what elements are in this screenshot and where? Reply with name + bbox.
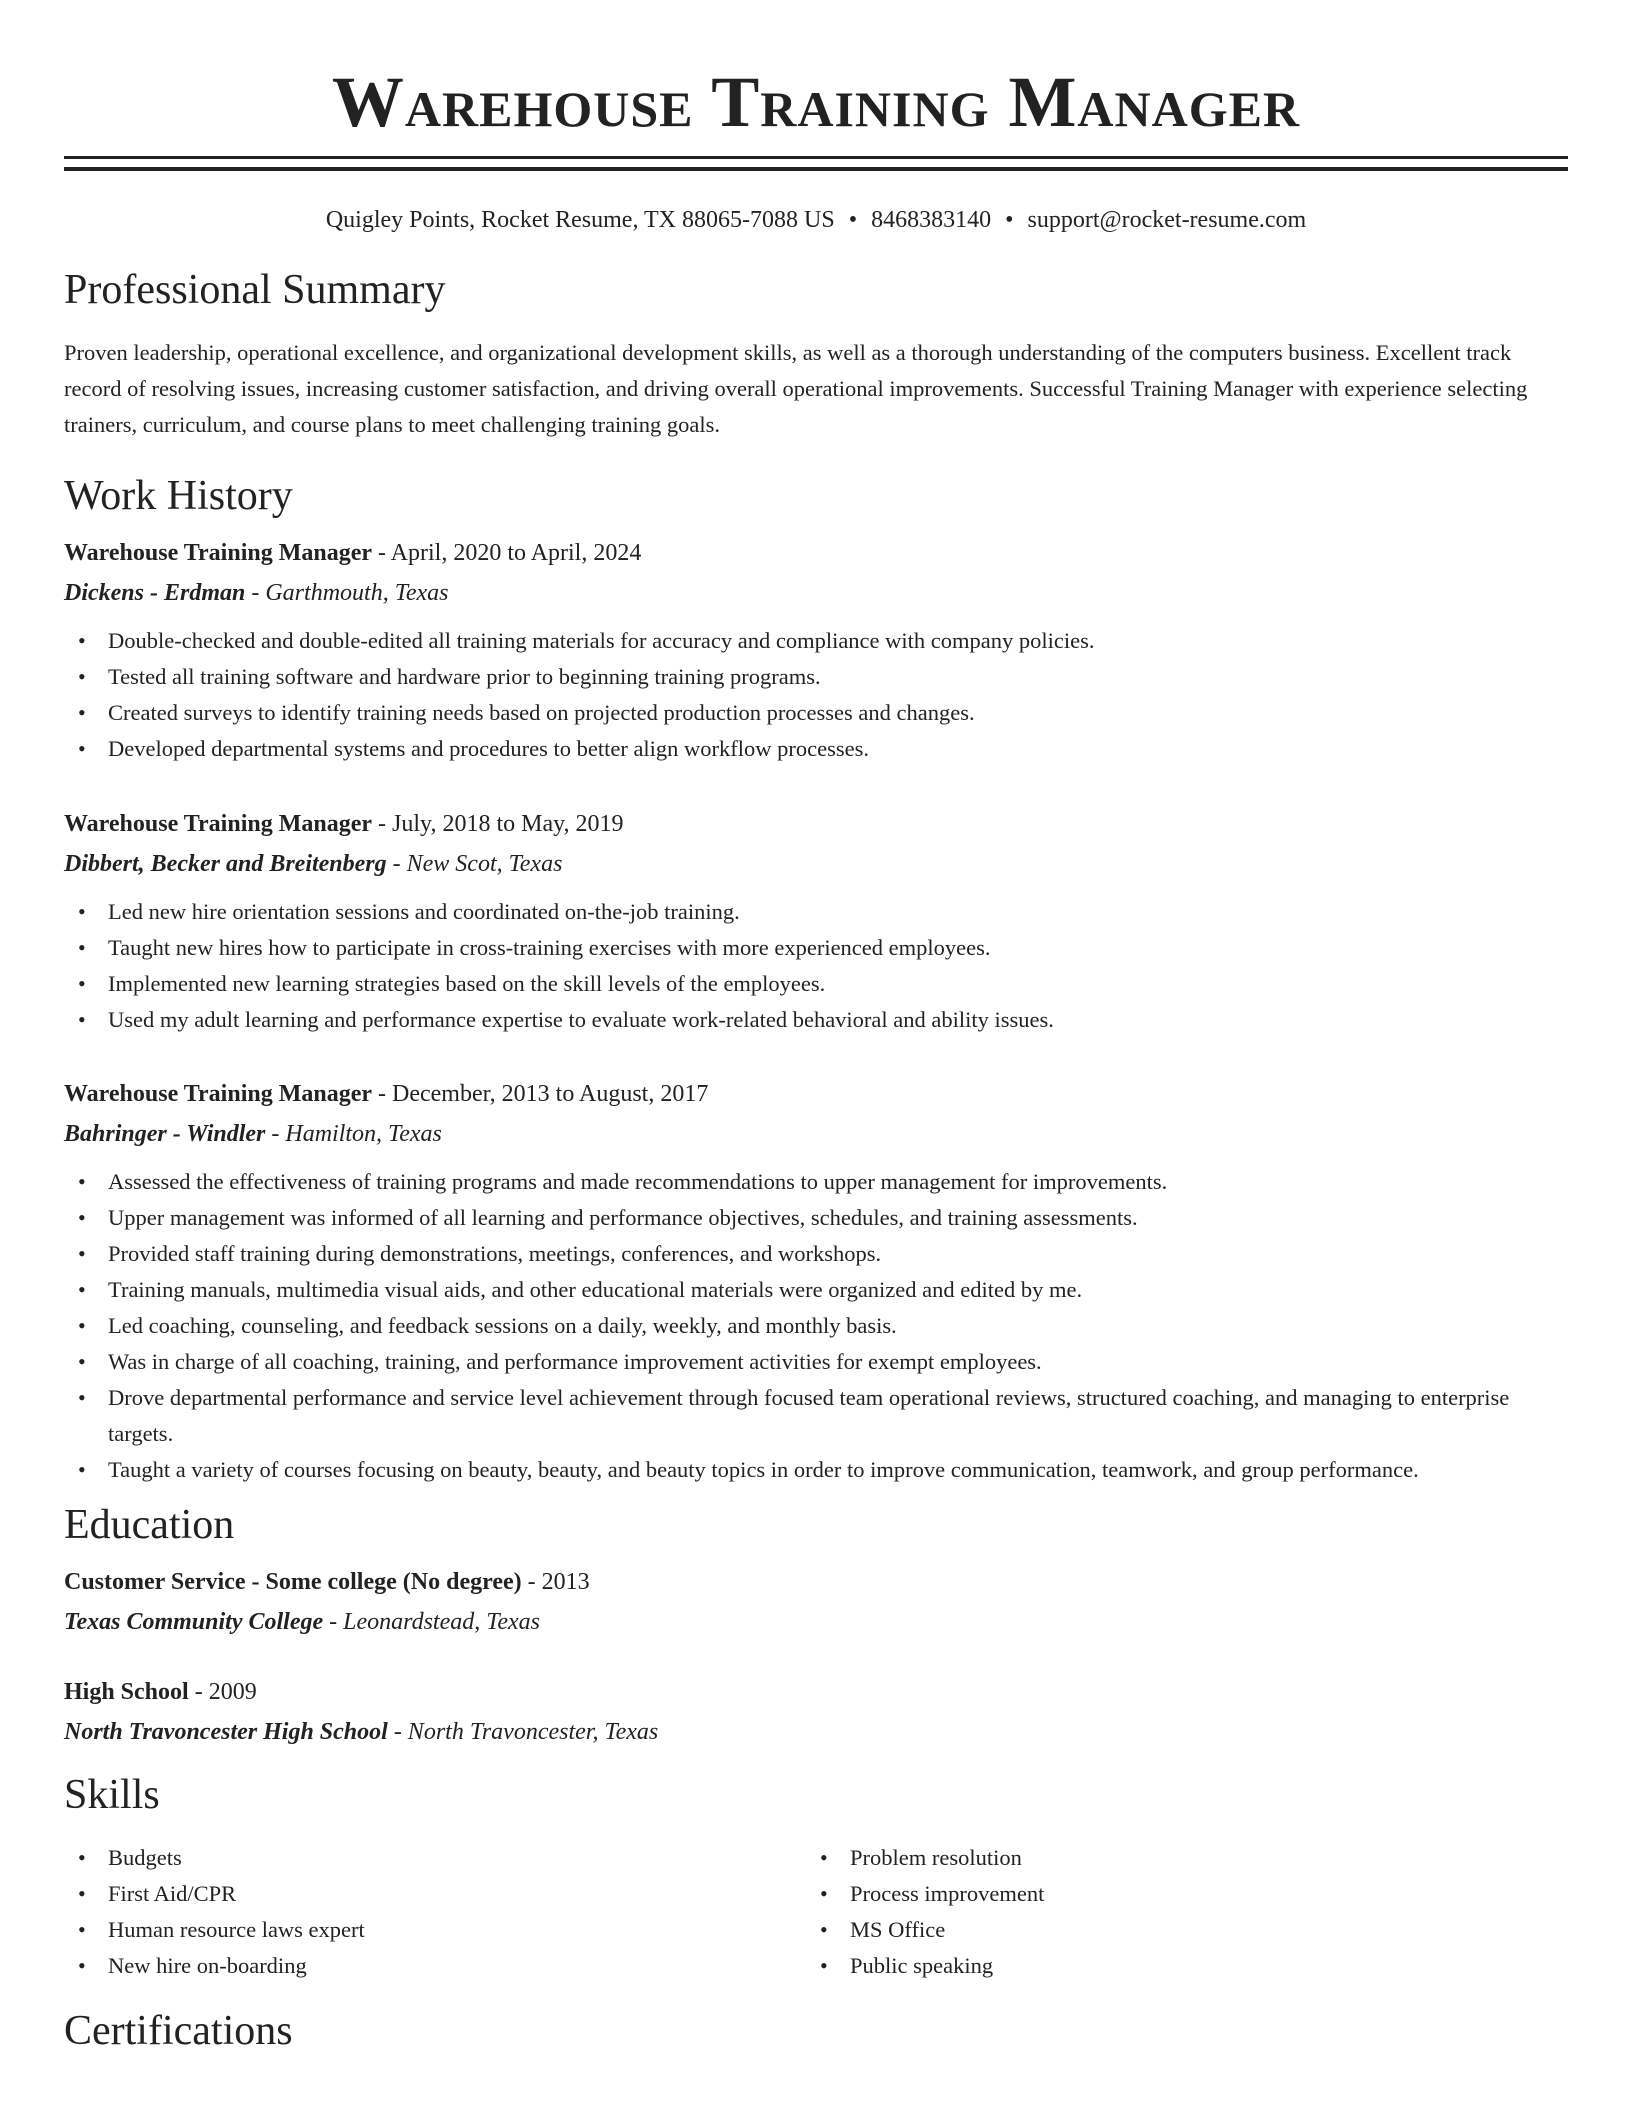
job-duties bbox=[64, 623, 1568, 767]
education-school-line bbox=[64, 1712, 1568, 1752]
contact-separator: • bbox=[1005, 207, 1014, 233]
contact-line bbox=[64, 171, 1568, 265]
education-school: North Travoncester High School bbox=[64, 1719, 388, 1745]
job-company: Dickens - Erdman bbox=[64, 580, 246, 606]
job-role: Warehouse Training Manager bbox=[64, 811, 373, 837]
job-company: Bahringer - Windler bbox=[64, 1121, 266, 1147]
candidate-name: Warehouse Training Manager bbox=[331, 62, 1301, 142]
education-school-line bbox=[64, 1602, 1568, 1642]
summary-text: Proven leadership, operational excellence, and organizational development skills, as well as a thorough understanding of the computers business. Excellent track record of resolving issues, increasing customer satisfaction, and driving overall operational improvements. Successful Training Manager with experience selecting trainers, curriculum, and course plans to meet challenging training goals. bbox=[64, 340, 1528, 437]
work-history-section bbox=[64, 471, 1568, 1500]
skills-list-right bbox=[806, 1840, 1548, 1984]
job-company-line bbox=[64, 1114, 1568, 1154]
summary-section bbox=[64, 265, 1568, 471]
education-heading: Education bbox=[64, 1502, 235, 1548]
job-location: - Garthmouth, Texas bbox=[245, 580, 449, 606]
list-item: • Problem resolution bbox=[806, 1840, 1548, 1876]
list-item: • Public speaking bbox=[806, 1948, 1548, 1984]
contact-address: Quigley Points, Rocket Resume, TX 88065-7088 US bbox=[325, 207, 835, 233]
job-company-line bbox=[64, 573, 1568, 613]
contact-separator: • bbox=[848, 207, 858, 233]
list-item: • Human resource laws expert bbox=[64, 1912, 806, 1948]
list-item: • New hire on-boarding bbox=[64, 1948, 806, 1984]
work-history-heading: Work History bbox=[64, 473, 293, 519]
job-entry bbox=[64, 533, 1568, 804]
education-degree-line bbox=[64, 1672, 1568, 1712]
job-duties bbox=[64, 1164, 1568, 1488]
education-year: - 2013 bbox=[521, 1569, 590, 1595]
skills-heading: Skills bbox=[64, 1772, 160, 1818]
list-item: • Created surveys to identify training needs based on projected production processes and changes. bbox=[64, 695, 1568, 731]
list-item: • Tested all training software and hardware prior to beginning training programs. bbox=[64, 659, 1568, 695]
summary-heading: Professional Summary bbox=[64, 267, 446, 313]
job-company-line bbox=[64, 844, 1568, 884]
list-item: • Used my adult learning and performance expertise to evaluate work-related behavioral and ability issues. bbox=[64, 1002, 1568, 1038]
list-item: • Was in charge of all coaching, training, and performance improvement activities for exempt employees. bbox=[64, 1344, 1568, 1380]
list-item: • Assessed the effectiveness of training programs and made recommendations to upper management for improvements. bbox=[64, 1164, 1568, 1200]
education-degree-line bbox=[64, 1562, 1568, 1602]
list-item: • Led new hire orientation sessions and coordinated on-the-job training. bbox=[64, 894, 1568, 930]
job-dates: - April, 2020 to April, 2024 bbox=[372, 540, 642, 566]
education-location: - North Travoncester, Texas bbox=[387, 1719, 659, 1745]
job-location: - Hamilton, Texas bbox=[265, 1121, 442, 1147]
skills-columns bbox=[64, 1840, 1568, 1984]
certifications-section bbox=[64, 2006, 1568, 2056]
education-degree: Customer Service - Some college (No degree) bbox=[64, 1569, 522, 1595]
list-item: • Upper management was informed of all learning and performance objectives, schedules, and training assessments. bbox=[64, 1200, 1568, 1236]
job-company: Dibbert, Becker and Breitenberg bbox=[64, 851, 387, 877]
job-title-line bbox=[64, 1074, 1568, 1114]
certifications-heading: Certifications bbox=[64, 2008, 293, 2054]
education-location: - Leonardstead, Texas bbox=[323, 1609, 541, 1635]
skills-list-left bbox=[64, 1840, 806, 1984]
list-item: • Led coaching, counseling, and feedback sessions on a daily, weekly, and monthly basis. bbox=[64, 1308, 1568, 1344]
skills-section bbox=[64, 1770, 1568, 1984]
education-school: Texas Community College bbox=[64, 1609, 324, 1635]
education-entry bbox=[64, 1562, 1568, 1672]
job-role: Warehouse Training Manager bbox=[64, 540, 373, 566]
list-item: • Developed departmental systems and procedures to better align workflow processes. bbox=[64, 731, 1568, 767]
job-entry bbox=[64, 804, 1568, 1074]
job-location: - New Scot, Texas bbox=[386, 851, 563, 877]
job-title-line bbox=[64, 533, 1568, 573]
list-item: • Training manuals, multimedia visual aids, and other educational materials were organized and edited by me. bbox=[64, 1272, 1568, 1308]
list-item: • MS Office bbox=[806, 1912, 1548, 1948]
job-duties bbox=[64, 894, 1568, 1038]
education-entry bbox=[64, 1672, 1568, 1770]
education-year: - 2009 bbox=[188, 1679, 257, 1705]
education-degree: High School bbox=[64, 1679, 189, 1705]
education-section bbox=[64, 1500, 1568, 1770]
job-dates: - December, 2013 to August, 2017 bbox=[372, 1081, 709, 1107]
contact-email: support@rocket-resume.com bbox=[1027, 207, 1307, 233]
list-item: • Process improvement bbox=[806, 1876, 1548, 1912]
contact-phone: 8468383140 bbox=[871, 207, 992, 233]
job-role: Warehouse Training Manager bbox=[64, 1081, 373, 1107]
job-entry bbox=[64, 1074, 1568, 1500]
list-item: • Provided staff training during demonstrations, meetings, conferences, and workshops. bbox=[64, 1236, 1568, 1272]
job-dates: - July, 2018 to May, 2019 bbox=[372, 811, 624, 837]
header-rule-thin bbox=[64, 156, 1568, 167]
job-title-line bbox=[64, 804, 1568, 844]
list-item: • Double-checked and double-edited all training materials for accuracy and compliance with company policies. bbox=[64, 623, 1568, 659]
list-item: • Budgets bbox=[64, 1840, 806, 1876]
list-item: • Taught a variety of courses focusing on beauty, beauty, and beauty topics in order to improve communication, teamwork, and group performance. bbox=[64, 1452, 1568, 1488]
list-item: • Taught new hires how to participate in cross-training exercises with more experienced employees. bbox=[64, 930, 1568, 966]
list-item: • First Aid/CPR bbox=[64, 1876, 806, 1912]
list-item: • Implemented new learning strategies based on the skill levels of the employees. bbox=[64, 966, 1568, 1002]
list-item: • Drove departmental performance and service level achievement through focused team operational reviews, structured coaching, and managing to enterprise targets. bbox=[64, 1380, 1568, 1452]
